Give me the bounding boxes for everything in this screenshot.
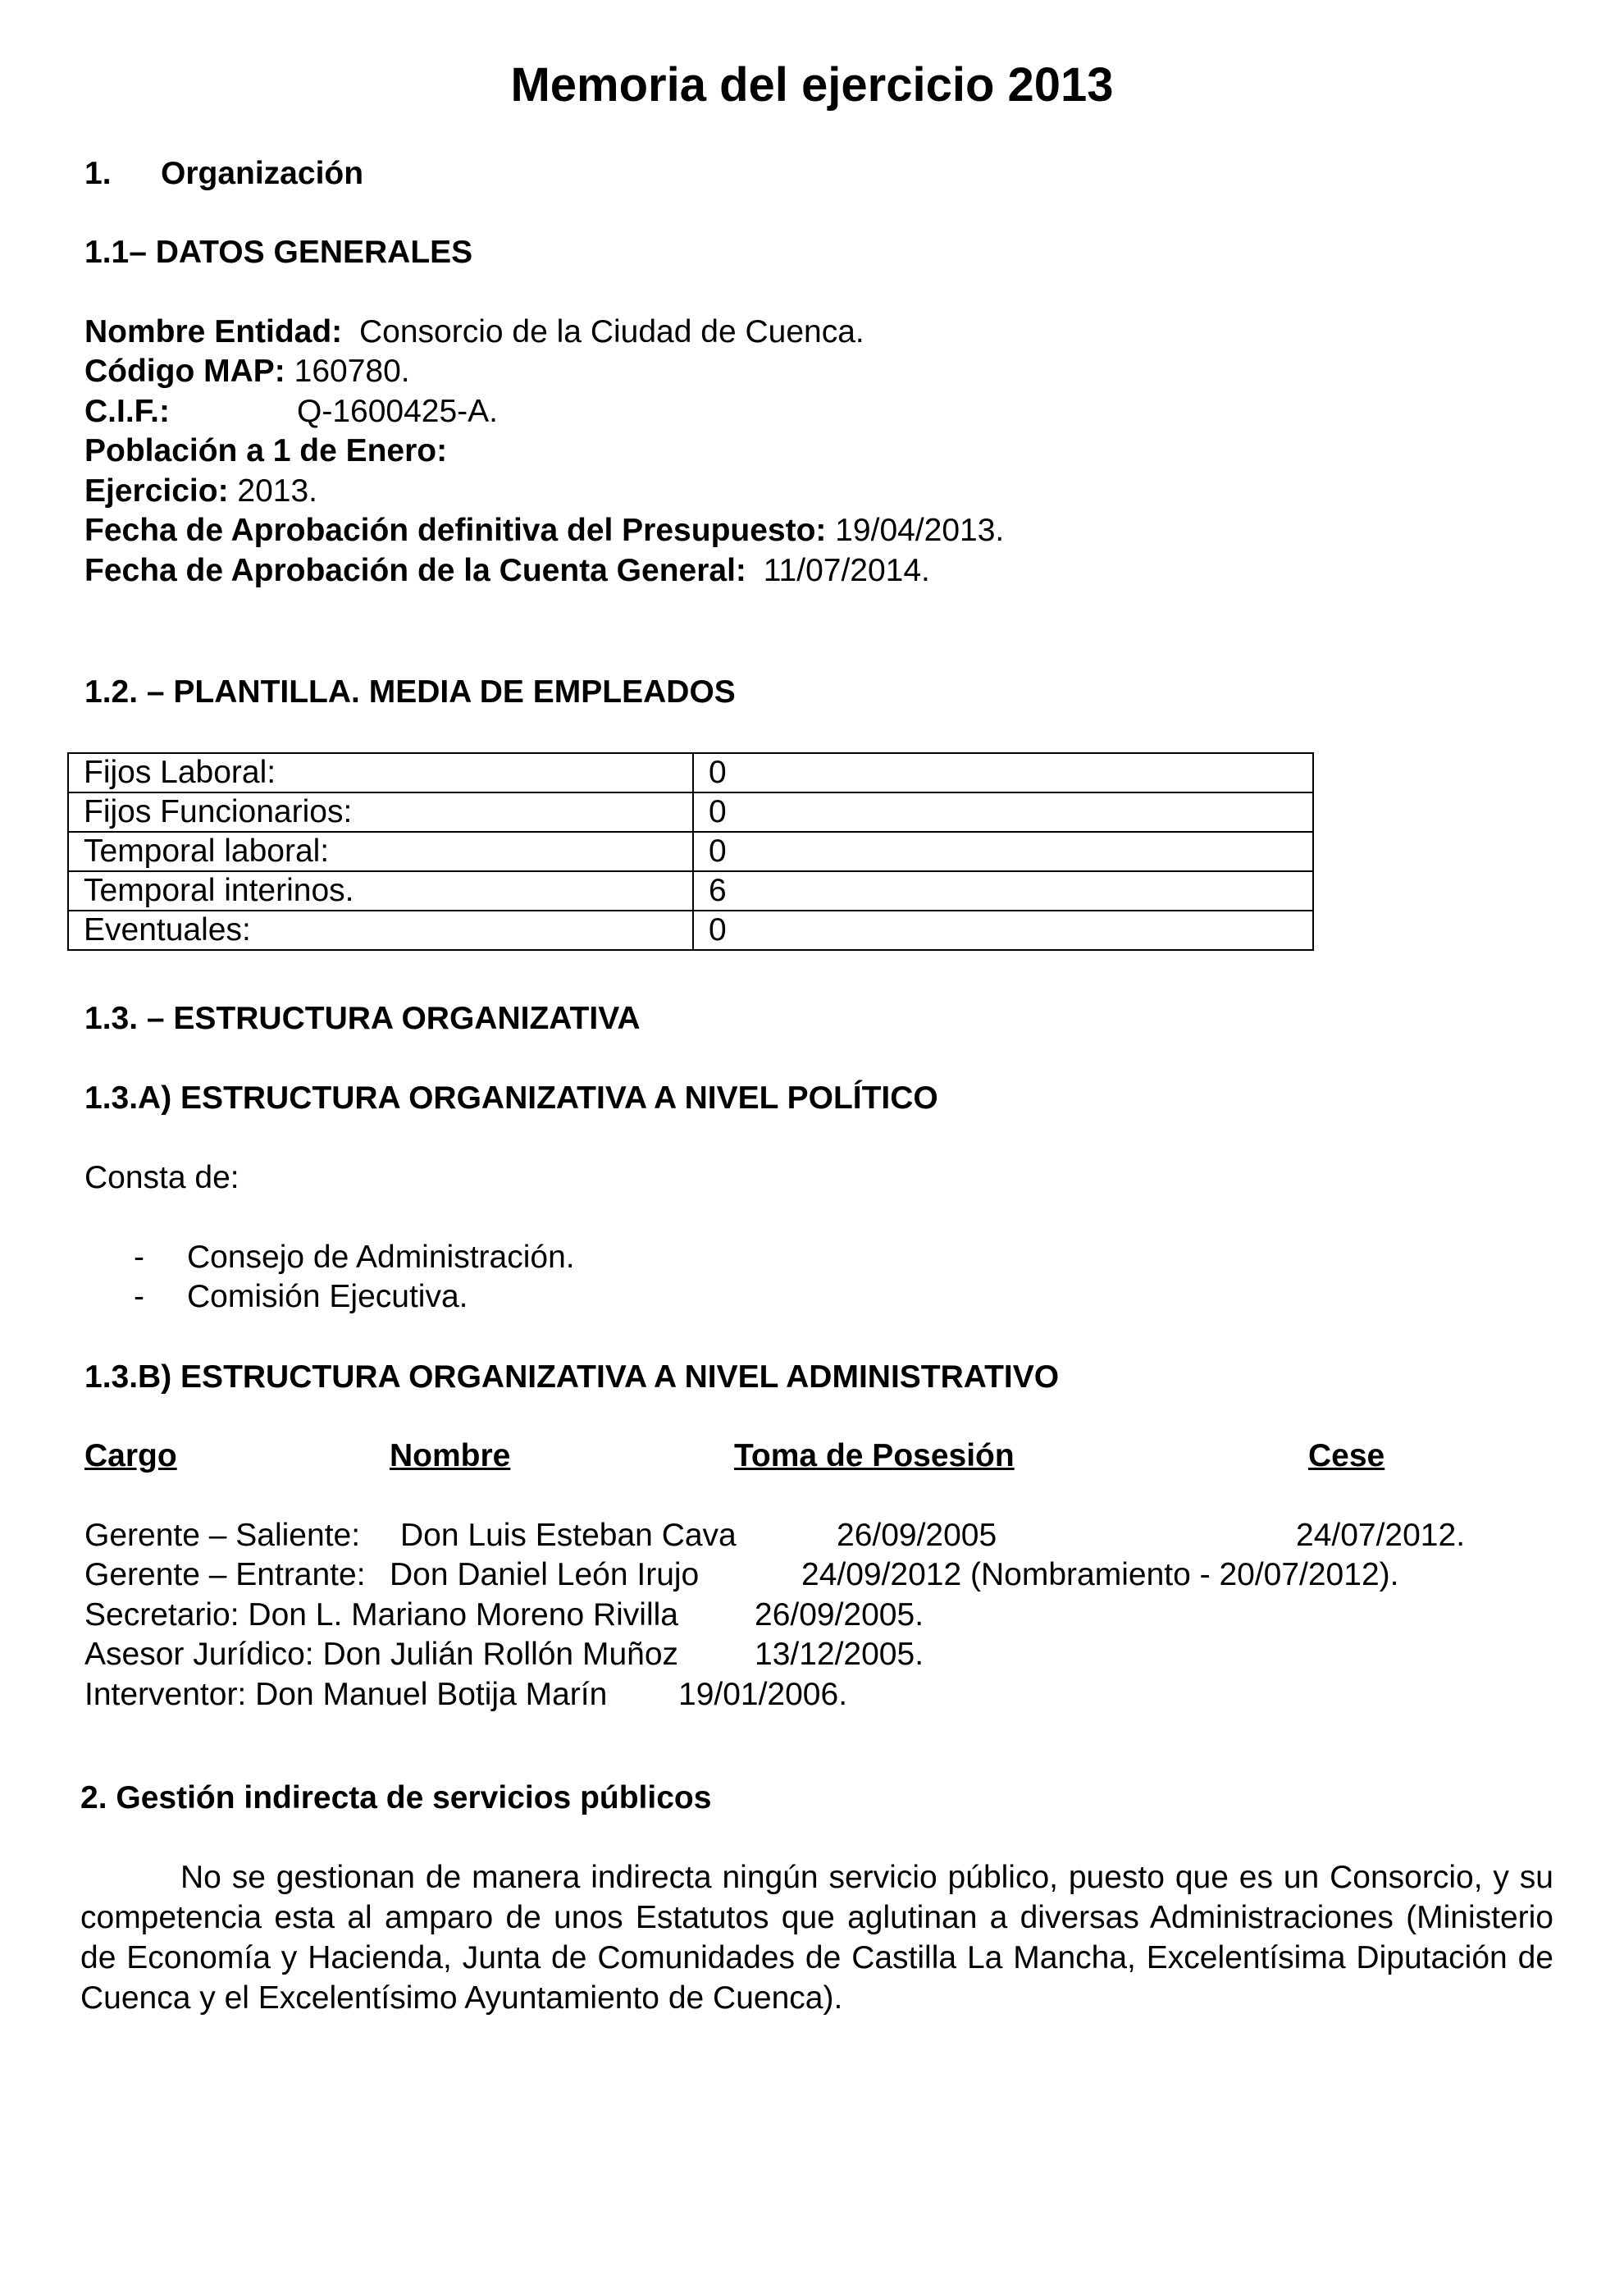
bullet-marker: - bbox=[134, 1240, 144, 1275]
gerente-entrante-nombre: Don Daniel León Irujo bbox=[390, 1557, 700, 1592]
column-header-cargo: Cargo bbox=[84, 1438, 177, 1473]
estructura-heading: 1.3. – ESTRUCTURA ORGANIZATIVA bbox=[84, 1001, 641, 1036]
datos-generales-heading: 1.1– DATOS GENERALES bbox=[84, 235, 473, 270]
nombre-entidad-value: Consorcio de la Ciudad de Cuenca. bbox=[359, 314, 864, 349]
gestion-paragraph-text: No se gestionan de manera indirecta ningún servicio público, puesto que es un Consorcio, y su competencia esta al amparo de unos Estatutos que aglutinan a diversas Administraciones (Ministerio de Economía y Hacienda, Junta de Comunidades de Castilla La Mancha, Excelentísima Diputación de Cuenca y el Excelentísimo Ayuntamiento de Cuenca). bbox=[80, 1860, 1553, 2016]
plantilla-heading: 1.2. – PLANTILLA. MEDIA DE EMPLEADOS bbox=[84, 674, 736, 710]
gerente-saliente-cargo: Gerente – Saliente: bbox=[84, 1518, 361, 1553]
nivel-politico-heading: 1.3.A) ESTRUCTURA ORGANIZATIVA A NIVEL POLÍTICO bbox=[84, 1080, 938, 1116]
codigo-map-line bbox=[84, 354, 410, 390]
table-cell-value: 0 bbox=[693, 832, 1313, 871]
section-1-label: Organización bbox=[161, 156, 364, 191]
ejercicio-line bbox=[84, 473, 317, 509]
codigo-map-label: Código MAP: bbox=[84, 354, 285, 389]
ejercicio-value: 2013. bbox=[237, 473, 318, 509]
cif-label: C.I.F.: bbox=[84, 394, 170, 429]
poblacion-label: Población a 1 de Enero: bbox=[84, 433, 448, 468]
cuenta-general-value: 11/07/2014. bbox=[763, 553, 930, 588]
cuenta-general-line bbox=[84, 553, 930, 589]
document-title: Memoria del ejercicio 2013 bbox=[510, 58, 1114, 112]
presupuesto-label: Fecha de Aprobación definitiva del Presupuesto: bbox=[84, 513, 827, 548]
asesor-text: Asesor Jurídico: Don Julián Rollón Muñoz bbox=[84, 1637, 679, 1672]
gerente-saliente-cese: 24/07/2012. bbox=[1296, 1518, 1466, 1553]
column-header-cese: Cese bbox=[1308, 1438, 1385, 1473]
interventor-text: Interventor: Don Manuel Botija Marín bbox=[84, 1677, 608, 1712]
gerente-entrante-cargo: Gerente – Entrante: bbox=[84, 1557, 366, 1592]
table-cell-label: Eventuales: bbox=[68, 911, 693, 950]
table-row bbox=[68, 832, 1313, 871]
presupuesto-value: 19/04/2013. bbox=[835, 513, 1005, 548]
secretario-text: Secretario: Don L. Mariano Moreno Rivilla bbox=[84, 1597, 678, 1633]
column-header-toma: Toma de Posesión bbox=[734, 1438, 1015, 1473]
gerente-saliente-nombre: Don Luis Esteban Cava bbox=[400, 1518, 737, 1553]
bullet-item: Comisión Ejecutiva. bbox=[187, 1279, 468, 1314]
table-row bbox=[68, 753, 1313, 792]
gerente-saliente-toma: 26/09/2005 bbox=[837, 1518, 997, 1553]
table-cell-label: Fijos Laboral: bbox=[68, 753, 693, 792]
ejercicio-label: Ejercicio: bbox=[84, 473, 229, 509]
table-cell-value: 6 bbox=[693, 871, 1313, 911]
cif-value: Q-1600425-A. bbox=[297, 394, 498, 429]
table-cell-value: 0 bbox=[693, 792, 1313, 832]
column-header-nombre: Nombre bbox=[390, 1438, 511, 1473]
nivel-administrativo-heading: 1.3.B) ESTRUCTURA ORGANIZATIVA A NIVEL ADMINISTRATIVO bbox=[84, 1359, 1060, 1395]
codigo-map-value: 160780. bbox=[294, 354, 410, 389]
table-cell-value: 0 bbox=[693, 753, 1313, 792]
plantilla-table bbox=[67, 752, 1314, 951]
table-row bbox=[68, 911, 1313, 950]
gerente-entrante-toma: 24/09/2012 (Nombramiento - 20/07/2012). bbox=[801, 1557, 1399, 1592]
nombre-entidad-label: Nombre Entidad: bbox=[84, 314, 343, 349]
table-cell-label: Temporal laboral: bbox=[68, 832, 693, 871]
interventor-toma: 19/01/2006. bbox=[678, 1677, 848, 1712]
table-cell-value: 0 bbox=[693, 911, 1313, 950]
gestion-heading: 2. Gestión indirecta de servicios públicos bbox=[80, 1780, 712, 1815]
table-row bbox=[68, 792, 1313, 832]
nombre-entidad-line bbox=[84, 314, 864, 350]
consta-de-text: Consta de: bbox=[84, 1160, 239, 1195]
table-row bbox=[68, 871, 1313, 911]
gestion-paragraph bbox=[80, 1857, 1553, 2018]
table-cell-label: Fijos Funcionarios: bbox=[68, 792, 693, 832]
bullet-item: Consejo de Administración. bbox=[187, 1240, 575, 1275]
table-cell-label: Temporal interinos. bbox=[68, 871, 693, 911]
section-1-number: 1. bbox=[84, 156, 112, 191]
cuenta-general-label: Fecha de Aprobación de la Cuenta General: bbox=[84, 553, 746, 588]
bullet-marker: - bbox=[134, 1279, 144, 1314]
asesor-toma: 13/12/2005. bbox=[755, 1637, 924, 1672]
presupuesto-line bbox=[84, 513, 1004, 549]
secretario-toma: 26/09/2005. bbox=[755, 1597, 924, 1633]
